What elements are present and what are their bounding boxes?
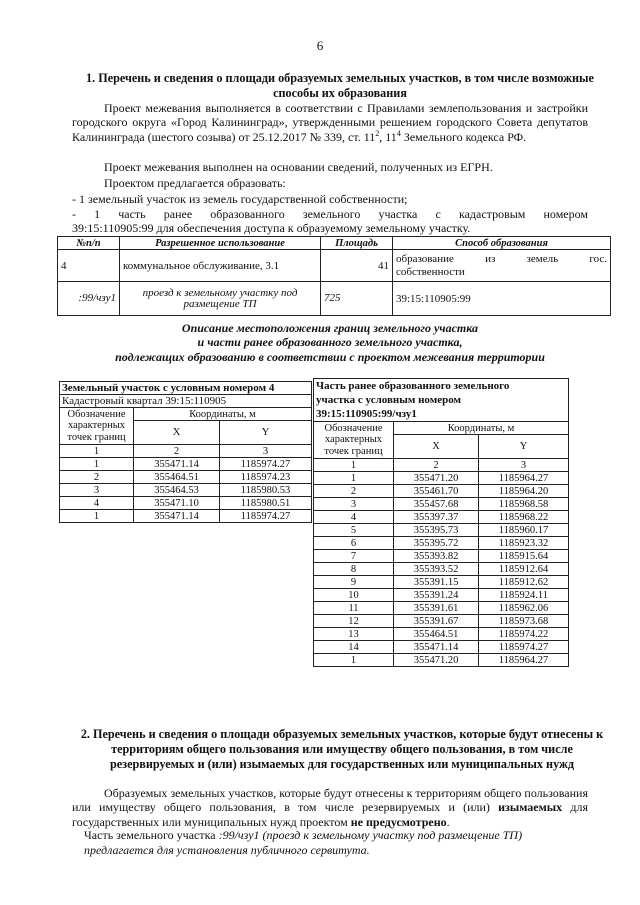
point-number: 1 — [60, 510, 134, 523]
x-value: 355393.82 — [394, 550, 479, 563]
index-cell: 3 — [479, 459, 569, 472]
point-number: 9 — [314, 576, 394, 589]
y-value: 1185973.68 — [479, 615, 569, 628]
x-value: 355391.67 — [394, 615, 479, 628]
x-value: 355464.51 — [134, 471, 220, 484]
plot-4-title: Земельный участок с условным номером 4 — [60, 382, 312, 395]
point-number: 1 — [314, 472, 394, 485]
y-header: Y — [479, 435, 569, 459]
point-number: 14 — [314, 641, 394, 654]
y-value: 1185980.51 — [220, 497, 312, 510]
index-cell: 2 — [134, 445, 220, 458]
coordinate-row — [314, 654, 569, 667]
table-row — [58, 250, 611, 282]
coordinate-row — [314, 628, 569, 641]
point-number: 1 — [60, 458, 134, 471]
point-number: 11 — [314, 602, 394, 615]
header-method: Способ образования — [393, 237, 611, 250]
section2-heading: 2. Перечень и сведения о площади образуемых земельных участков, которые будут отнесены к территориям общего пользования или имуществу общего пользования, в том числе резервируемых и (или) изымаемых для государственных или муниципальных нужд — [80, 727, 604, 771]
coordinate-row — [60, 510, 312, 523]
x-value: 355471.10 — [134, 497, 220, 510]
formation-table — [57, 236, 611, 316]
y-value: 1185964.20 — [479, 485, 569, 498]
row-method: 39:15:110905:99 — [393, 282, 611, 316]
row-area: 41 — [321, 250, 393, 282]
section2-paragraph: Образуемых земельных участков, которые будут отнесены к территориям общего пользования или имуществу общего пользования, в том числе резервируемых и (или) изымаемых для государственных или муниципальных нужд проектом не предусмотрено. — [72, 786, 588, 829]
point-number: 10 — [314, 589, 394, 602]
x-value: 355471.14 — [134, 458, 220, 471]
y-value: 1185962.06 — [479, 602, 569, 615]
coordinate-row — [314, 511, 569, 524]
index-cell: 2 — [394, 459, 479, 472]
boundary-description-title: Описание местоположения границ земельного участка и части ранее образованного земельного участка, подлежащих образованию в соответствии с проектом межевания территории — [115, 321, 545, 364]
point-number: 4 — [60, 497, 134, 510]
y-value: 1185968.22 — [479, 511, 569, 524]
coordinate-row — [314, 472, 569, 485]
page-number: 6 — [316, 38, 324, 53]
y-value: 1185915.64 — [479, 550, 569, 563]
point-number: 13 — [314, 628, 394, 641]
coordinate-row — [314, 524, 569, 537]
points-label: Обозначение характерных точек границ — [60, 408, 134, 445]
point-number: 1 — [314, 654, 394, 667]
part-99-coordinates-table — [313, 378, 569, 667]
plot-4-coordinates-table — [59, 381, 312, 523]
point-number: 8 — [314, 563, 394, 576]
y-value: 1185974.27 — [220, 458, 312, 471]
point-number: 4 — [314, 511, 394, 524]
coordinate-row — [314, 615, 569, 628]
coordinate-row — [314, 485, 569, 498]
index-cell: 1 — [314, 459, 394, 472]
x-value: 355457.68 — [394, 498, 479, 511]
part-99-title: Часть ранее образованного земельного участка с условным номером 39:15:110905:99/чзу1 — [314, 379, 569, 422]
x-value: 355464.53 — [134, 484, 220, 497]
coordinate-row — [60, 484, 312, 497]
section1-paragraph-2: Проект межевания выполнен на основании сведений, полученных из ЕГРН. — [104, 160, 493, 174]
y-value: 1185980.53 — [220, 484, 312, 497]
y-header: Y — [220, 421, 312, 445]
row-number: 4 — [58, 250, 120, 282]
x-value: 355395.73 — [394, 524, 479, 537]
x-value: 355471.20 — [394, 472, 479, 485]
coordinate-row — [60, 471, 312, 484]
y-value: 1185964.27 — [479, 472, 569, 485]
point-number: 3 — [60, 484, 134, 497]
point-number: 2 — [314, 485, 394, 498]
y-value: 1185974.22 — [479, 628, 569, 641]
x-value: 355464.51 — [394, 628, 479, 641]
coords-header: Координаты, м — [394, 422, 569, 435]
coordinate-row — [314, 576, 569, 589]
plot-4-quarter: Кадастровый квартал 39:15:110905 — [60, 395, 312, 408]
x-value: 355471.20 — [394, 654, 479, 667]
y-value: 1185960.17 — [479, 524, 569, 537]
y-value: 1185974.23 — [220, 471, 312, 484]
header-number: №п/п — [58, 237, 120, 250]
header-area: Площадь — [321, 237, 393, 250]
point-number: 6 — [314, 537, 394, 550]
y-value: 1185968.58 — [479, 498, 569, 511]
section1-bullet-2-line-1: - 1 часть ранее образованного земельного участка с кадастровым номером — [72, 207, 588, 221]
point-number: 12 — [314, 615, 394, 628]
point-number: 5 — [314, 524, 394, 537]
coordinate-row — [314, 602, 569, 615]
y-value: 1185964.27 — [479, 654, 569, 667]
coordinate-row — [314, 498, 569, 511]
coordinate-row — [314, 641, 569, 654]
y-value: 1185924.11 — [479, 589, 569, 602]
row-use: коммунальное обслуживание, 3.1 — [120, 250, 321, 282]
table-row — [58, 282, 611, 316]
x-value: 355391.15 — [394, 576, 479, 589]
y-value: 1185912.64 — [479, 563, 569, 576]
coordinate-row — [60, 458, 312, 471]
x-value: 355393.52 — [394, 563, 479, 576]
row-number: :99/чзу1 — [58, 282, 120, 316]
y-value: 1185923.32 — [479, 537, 569, 550]
coordinate-row — [314, 563, 569, 576]
x-value: 355397.37 — [394, 511, 479, 524]
points-label: Обозначение характерных точек границ — [314, 422, 394, 459]
point-number: 3 — [314, 498, 394, 511]
y-value: 1185912.62 — [479, 576, 569, 589]
y-value: 1185974.27 — [220, 510, 312, 523]
section1-heading: 1. Перечень и сведения о площади образуемых земельных участков, в том числе возможные способы их образования — [86, 71, 594, 100]
x-value: 355395.72 — [394, 537, 479, 550]
point-number: 2 — [60, 471, 134, 484]
coordinate-row — [314, 537, 569, 550]
coordinate-row — [314, 589, 569, 602]
index-cell: 3 — [220, 445, 312, 458]
x-value: 355471.14 — [394, 641, 479, 654]
x-header: X — [394, 435, 479, 459]
section1-paragraph-1: Проект межевания выполняется в соответствии с Правилами землепользования и застройки городского округа «Город Калининград», утвержденными решением городского Совета депутатов Калининграда (шестого созыва) от 25.12.2017 № 339, ст. $11^2$, $11^4$ Земельного кодекса РФ. — [72, 101, 588, 144]
section1-paragraph-3: Проектом предлагается образовать: — [104, 176, 286, 190]
x-value: 355391.61 — [394, 602, 479, 615]
coordinate-row — [314, 550, 569, 563]
index-cell: 1 — [60, 445, 134, 458]
easement-note: Часть земельного участка :99/чзу1 (проезд к земельному участку под размещение ТП) предлагается для установления публичного сервитута. — [84, 828, 523, 857]
coords-header: Координаты, м — [134, 408, 312, 421]
coordinate-row — [60, 497, 312, 510]
section1-bullet-1: - 1 земельный участок из земель государственной собственности; — [72, 192, 408, 206]
x-value: 355391.24 — [394, 589, 479, 602]
section1-bullet-2-line-2: 39:15:110905:99 для обеспечения доступа к образуемому земельному участку. — [72, 221, 471, 235]
x-value: 355461.70 — [394, 485, 479, 498]
x-value: 355471.14 — [134, 510, 220, 523]
x-header: X — [134, 421, 220, 445]
row-method: образование из земель гос. собственности — [393, 250, 611, 282]
row-use: проезд к земельному участку под размещение ТП — [120, 282, 321, 316]
formation-table-header — [58, 237, 611, 250]
point-number: 7 — [314, 550, 394, 563]
row-area: 725 — [321, 282, 393, 316]
y-value: 1185974.27 — [479, 641, 569, 654]
header-use: Разрешенное использование — [120, 237, 321, 250]
